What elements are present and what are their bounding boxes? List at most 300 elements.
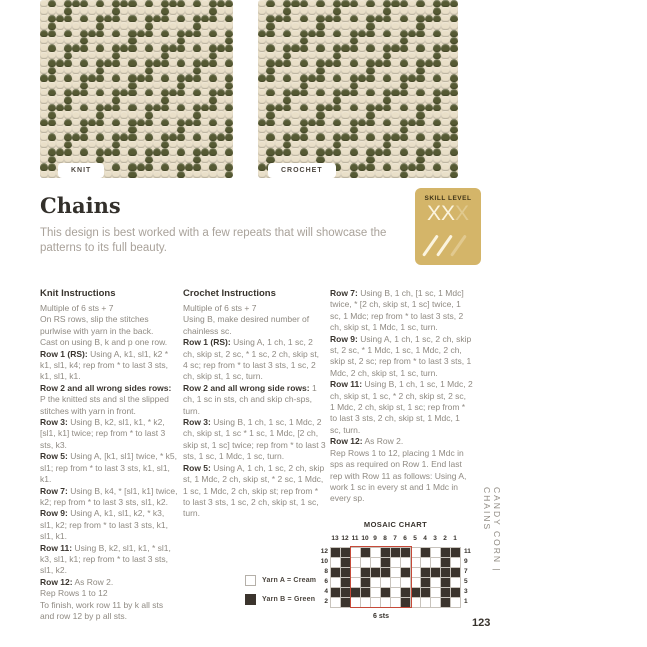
stitch bbox=[56, 104, 64, 111]
yarn-a-label: Yarn A = Cream bbox=[262, 577, 317, 584]
stitch bbox=[375, 52, 383, 59]
stitch bbox=[408, 171, 416, 178]
stitch bbox=[128, 44, 136, 51]
stitch bbox=[193, 59, 201, 66]
stitch bbox=[48, 44, 56, 51]
stitch bbox=[80, 104, 88, 111]
chart-column-number: 5 bbox=[413, 535, 417, 542]
chart-cell bbox=[381, 598, 390, 607]
stitch bbox=[40, 163, 48, 170]
stitch bbox=[96, 22, 104, 29]
stitch bbox=[416, 7, 424, 14]
stitch bbox=[325, 37, 333, 44]
stitch bbox=[416, 82, 424, 89]
stitch bbox=[209, 37, 217, 44]
stitch bbox=[441, 148, 449, 155]
stitch bbox=[383, 96, 391, 103]
stitch bbox=[225, 15, 233, 22]
stitch bbox=[193, 126, 201, 133]
stitch bbox=[450, 104, 458, 111]
stitch bbox=[308, 37, 316, 44]
stitch bbox=[145, 74, 153, 81]
stitch bbox=[112, 148, 120, 155]
stitch bbox=[161, 0, 169, 7]
stitch bbox=[450, 111, 458, 118]
stitch bbox=[258, 30, 266, 37]
stitch bbox=[225, 37, 233, 44]
stitch bbox=[56, 7, 64, 14]
stitch bbox=[383, 7, 391, 14]
stitch bbox=[64, 7, 72, 14]
stitch bbox=[316, 133, 324, 140]
stitch bbox=[283, 141, 291, 148]
stitch bbox=[408, 7, 416, 14]
stitch bbox=[275, 104, 283, 111]
stitch bbox=[217, 104, 225, 111]
stitch bbox=[308, 15, 316, 22]
stitch bbox=[80, 37, 88, 44]
stitch bbox=[217, 133, 225, 140]
stitch bbox=[291, 148, 299, 155]
stitch bbox=[193, 22, 201, 29]
stitch bbox=[275, 52, 283, 59]
stitch bbox=[145, 67, 153, 74]
stitch bbox=[441, 163, 449, 170]
chart-cell bbox=[411, 558, 420, 567]
stitch bbox=[64, 133, 72, 140]
stitch bbox=[425, 126, 433, 133]
stitch bbox=[169, 111, 177, 118]
stitch bbox=[193, 141, 201, 148]
stitch bbox=[161, 156, 169, 163]
stitch bbox=[308, 44, 316, 51]
stitch bbox=[333, 133, 341, 140]
stitch bbox=[408, 119, 416, 126]
stitch bbox=[153, 52, 161, 59]
stitch bbox=[161, 30, 169, 37]
stitch bbox=[40, 15, 48, 22]
stitch bbox=[416, 104, 424, 111]
stitch bbox=[48, 119, 56, 126]
stitch bbox=[258, 141, 266, 148]
stitch bbox=[258, 37, 266, 44]
stitch bbox=[48, 171, 56, 178]
stitch bbox=[120, 156, 128, 163]
stitch bbox=[104, 148, 112, 155]
stitch bbox=[325, 126, 333, 133]
stitch bbox=[266, 104, 274, 111]
chart-cell bbox=[371, 588, 380, 597]
stitch bbox=[425, 0, 433, 7]
stitch bbox=[72, 0, 80, 7]
stitch bbox=[40, 7, 48, 14]
stitch bbox=[333, 44, 341, 51]
stitch bbox=[128, 59, 136, 66]
stitch bbox=[291, 74, 299, 81]
stitch bbox=[161, 171, 169, 178]
stitch bbox=[450, 119, 458, 126]
stitch bbox=[112, 44, 120, 51]
stitch bbox=[408, 163, 416, 170]
stitch bbox=[316, 59, 324, 66]
stitch bbox=[112, 52, 120, 59]
stitch bbox=[225, 104, 233, 111]
stitch bbox=[366, 171, 374, 178]
stitch bbox=[40, 89, 48, 96]
stitch bbox=[383, 22, 391, 29]
stitch bbox=[300, 67, 308, 74]
stitch bbox=[120, 171, 128, 178]
stitch bbox=[358, 89, 366, 96]
stitch bbox=[72, 96, 80, 103]
stitch bbox=[450, 74, 458, 81]
knit-swatch-photo bbox=[40, 0, 233, 178]
stitch bbox=[72, 59, 80, 66]
stitch bbox=[72, 67, 80, 74]
instruction-paragraph: Row 7: Using B, 1 ch, [1 sc, 1 Mdc] twice, * [2 ch, skip st, 1 sc] twice, 1 sc, 1 Mdc; rep from * to last 3 sts, 2 ch, skip st, 1 Mdc, 1 sc, turn. bbox=[330, 288, 464, 333]
stitch bbox=[217, 126, 225, 133]
chart-cell bbox=[331, 598, 340, 607]
stitch bbox=[391, 22, 399, 29]
stitch bbox=[201, 30, 209, 37]
stitch bbox=[137, 119, 145, 126]
stitch bbox=[128, 0, 136, 7]
stitch bbox=[120, 104, 128, 111]
stitch bbox=[104, 15, 112, 22]
stitch bbox=[161, 44, 169, 51]
row-label: Row 7: bbox=[40, 485, 68, 496]
stitch bbox=[177, 89, 185, 96]
stitch bbox=[217, 96, 225, 103]
stitch bbox=[325, 52, 333, 59]
stitch bbox=[209, 0, 217, 7]
stitch bbox=[391, 52, 399, 59]
stitch bbox=[72, 111, 80, 118]
stitch bbox=[358, 163, 366, 170]
stitch bbox=[201, 44, 209, 51]
instruction-paragraph: Rep Rows 1 to 12, placing 1 Mdc in sps as required on Row 1. End last rep with Row 11 as follows: Using A, work 1 sc in every st and 1 Mdc in every sp. bbox=[330, 447, 467, 504]
stitch bbox=[433, 89, 441, 96]
stitch bbox=[433, 119, 441, 126]
stitch bbox=[225, 44, 233, 51]
stitch bbox=[128, 126, 136, 133]
stitch bbox=[120, 0, 128, 7]
stitch bbox=[383, 30, 391, 37]
stitch bbox=[341, 44, 349, 51]
crochet-swatch-photo bbox=[258, 0, 458, 178]
stitch bbox=[400, 22, 408, 29]
stitch bbox=[391, 74, 399, 81]
chart-cell bbox=[401, 558, 410, 567]
stitch bbox=[350, 44, 358, 51]
stitch bbox=[137, 82, 145, 89]
stitch bbox=[266, 44, 274, 51]
stitch bbox=[128, 37, 136, 44]
stitch bbox=[64, 119, 72, 126]
stitch bbox=[161, 89, 169, 96]
stitch bbox=[153, 148, 161, 155]
stitch bbox=[283, 59, 291, 66]
stitch bbox=[88, 96, 96, 103]
stitch bbox=[416, 111, 424, 118]
stitch bbox=[112, 171, 120, 178]
stitch bbox=[145, 163, 153, 170]
stitch bbox=[96, 89, 104, 96]
stitch bbox=[193, 133, 201, 140]
stitch bbox=[217, 67, 225, 74]
stitch bbox=[193, 30, 201, 37]
stitch bbox=[358, 156, 366, 163]
stitch bbox=[400, 126, 408, 133]
needle-icon bbox=[450, 235, 466, 257]
stitch bbox=[193, 119, 201, 126]
stitch bbox=[225, 133, 233, 140]
stitch bbox=[316, 96, 324, 103]
stitch bbox=[201, 59, 209, 66]
stitch bbox=[383, 0, 391, 7]
stitch bbox=[441, 82, 449, 89]
row-label: Row 5: bbox=[40, 451, 68, 462]
instruction-paragraph: Row 5: Using A, 1 ch, 1 sc, 2 ch, skip st, 1 Mdc, 2 ch, skip st, * 2 sc, 1 Mdc, 1 sc, 1 Mdc, 2 ch, skip st; rep from * to last 3 sts, 1 sc, 2 ch, skip st, 1 sc, turn. bbox=[183, 462, 325, 519]
stitch bbox=[391, 148, 399, 155]
stitch bbox=[266, 67, 274, 74]
stitch bbox=[333, 96, 341, 103]
stitch bbox=[383, 111, 391, 118]
stitch bbox=[209, 133, 217, 140]
stitch bbox=[80, 74, 88, 81]
stitch bbox=[375, 37, 383, 44]
chart-column-number: 2 bbox=[443, 535, 447, 542]
stitch bbox=[217, 148, 225, 155]
chart-cell bbox=[381, 558, 390, 567]
chart-cell bbox=[371, 558, 380, 567]
stitch bbox=[425, 133, 433, 140]
stitch bbox=[169, 22, 177, 29]
stitch bbox=[80, 15, 88, 22]
stitch bbox=[408, 52, 416, 59]
stitch bbox=[185, 52, 193, 59]
stitch bbox=[225, 22, 233, 29]
stitch bbox=[300, 59, 308, 66]
stitch bbox=[112, 82, 120, 89]
stitch bbox=[283, 82, 291, 89]
stitch bbox=[201, 7, 209, 14]
chart-cell bbox=[391, 598, 400, 607]
stitch bbox=[56, 15, 64, 22]
stitch bbox=[120, 111, 128, 118]
stitch bbox=[145, 111, 153, 118]
stitch bbox=[358, 119, 366, 126]
stitch bbox=[341, 126, 349, 133]
stitch bbox=[80, 89, 88, 96]
stitch bbox=[358, 22, 366, 29]
stitch bbox=[137, 156, 145, 163]
stitch bbox=[48, 37, 56, 44]
stitch bbox=[169, 171, 177, 178]
stitch bbox=[48, 104, 56, 111]
stitch bbox=[112, 89, 120, 96]
stitch bbox=[193, 67, 201, 74]
instruction-paragraph: Cast on using B, k and p one row. bbox=[40, 337, 168, 348]
stitch bbox=[266, 133, 274, 140]
stitch bbox=[161, 148, 169, 155]
stitch bbox=[177, 126, 185, 133]
stitch bbox=[177, 119, 185, 126]
stitch bbox=[161, 74, 169, 81]
chart-cell bbox=[441, 588, 450, 597]
stitch bbox=[375, 133, 383, 140]
stitch bbox=[350, 30, 358, 37]
stitch bbox=[416, 148, 424, 155]
stitch bbox=[350, 96, 358, 103]
stitch bbox=[333, 104, 341, 111]
stitch bbox=[40, 74, 48, 81]
stitch bbox=[225, 119, 233, 126]
instruction-paragraph: Row 2 and all wrong side rows: 1 ch, 1 sc in sts, ch and skip ch-sps, turn. bbox=[183, 382, 317, 416]
stitch bbox=[316, 30, 324, 37]
stitch bbox=[258, 15, 266, 22]
stitch bbox=[137, 171, 145, 178]
stitch bbox=[433, 82, 441, 89]
stitch bbox=[80, 82, 88, 89]
stitch bbox=[441, 133, 449, 140]
stitch bbox=[341, 7, 349, 14]
stitch bbox=[169, 67, 177, 74]
stitch bbox=[88, 52, 96, 59]
stitch bbox=[48, 0, 56, 7]
stitch bbox=[341, 119, 349, 126]
stitch bbox=[400, 82, 408, 89]
stitch bbox=[375, 126, 383, 133]
stitch bbox=[185, 0, 193, 7]
stitch bbox=[400, 148, 408, 155]
stitch bbox=[120, 148, 128, 155]
stitch bbox=[112, 156, 120, 163]
chart-row-number: 11 bbox=[464, 548, 471, 555]
stitch bbox=[145, 171, 153, 178]
stitch bbox=[120, 141, 128, 148]
stitch bbox=[161, 22, 169, 29]
stitch bbox=[128, 96, 136, 103]
yarn-b-label: Yarn B = Green bbox=[262, 596, 316, 603]
stitch bbox=[400, 52, 408, 59]
stitch bbox=[169, 89, 177, 96]
stitch bbox=[283, 0, 291, 7]
stitch bbox=[375, 119, 383, 126]
stitch bbox=[72, 89, 80, 96]
stitch bbox=[169, 126, 177, 133]
stitch bbox=[120, 119, 128, 126]
stitch bbox=[72, 74, 80, 81]
stitch bbox=[48, 148, 56, 155]
stitch bbox=[258, 148, 266, 155]
stitch bbox=[72, 126, 80, 133]
stitch bbox=[169, 15, 177, 22]
stitch bbox=[80, 148, 88, 155]
stitch bbox=[300, 141, 308, 148]
stitch bbox=[258, 52, 266, 59]
stitch bbox=[96, 74, 104, 81]
stitch bbox=[96, 82, 104, 89]
stitch bbox=[258, 22, 266, 29]
stitch bbox=[96, 15, 104, 22]
stitch bbox=[145, 133, 153, 140]
stitch bbox=[112, 0, 120, 7]
chart-cell bbox=[421, 568, 430, 577]
stitch bbox=[104, 52, 112, 59]
chart-cell bbox=[451, 568, 460, 577]
stitch bbox=[177, 7, 185, 14]
stitch bbox=[169, 141, 177, 148]
knit-instructions-column bbox=[40, 288, 178, 622]
stitch bbox=[225, 7, 233, 14]
stitch bbox=[96, 148, 104, 155]
stitch bbox=[80, 141, 88, 148]
stitch bbox=[400, 59, 408, 66]
stitch bbox=[433, 171, 441, 178]
stitch bbox=[88, 104, 96, 111]
stitch bbox=[333, 30, 341, 37]
stitch bbox=[177, 74, 185, 81]
stitch bbox=[283, 37, 291, 44]
stitch bbox=[375, 82, 383, 89]
stitch bbox=[185, 7, 193, 14]
stitch bbox=[145, 44, 153, 51]
stitch bbox=[40, 37, 48, 44]
chart-column-number: 6 bbox=[403, 535, 407, 542]
stitch bbox=[104, 89, 112, 96]
stitch bbox=[283, 74, 291, 81]
stitch bbox=[450, 22, 458, 29]
stitch bbox=[350, 89, 358, 96]
stitch bbox=[64, 59, 72, 66]
chart-row-number: 8 bbox=[324, 568, 328, 575]
stitch bbox=[325, 89, 333, 96]
stitch bbox=[341, 111, 349, 118]
stitch bbox=[177, 104, 185, 111]
chart-cell bbox=[411, 588, 420, 597]
stitch bbox=[391, 59, 399, 66]
stitch bbox=[258, 119, 266, 126]
stitch bbox=[145, 82, 153, 89]
stitch bbox=[193, 0, 201, 7]
stitch bbox=[358, 82, 366, 89]
stitch bbox=[308, 52, 316, 59]
stitch bbox=[185, 171, 193, 178]
stitch bbox=[153, 7, 161, 14]
instruction-paragraph: Row 12: As Row 2. bbox=[40, 576, 114, 587]
stitch bbox=[291, 30, 299, 37]
stitch bbox=[56, 22, 64, 29]
stitch bbox=[104, 171, 112, 178]
stitch bbox=[96, 44, 104, 51]
stitch bbox=[366, 37, 374, 44]
stitch bbox=[283, 52, 291, 59]
stitch bbox=[185, 96, 193, 103]
stitch bbox=[40, 82, 48, 89]
stitch bbox=[341, 22, 349, 29]
stitch bbox=[333, 7, 341, 14]
stitch bbox=[350, 22, 358, 29]
stitch bbox=[145, 15, 153, 22]
row-label: Row 3: bbox=[40, 417, 68, 428]
stitch bbox=[201, 163, 209, 170]
stitch bbox=[112, 163, 120, 170]
stitch bbox=[193, 96, 201, 103]
stitch bbox=[425, 148, 433, 155]
page-subtitle: This design is best worked with a few repeats that will showcase the patterns to its full beauty. bbox=[40, 227, 387, 254]
stitch bbox=[72, 30, 80, 37]
